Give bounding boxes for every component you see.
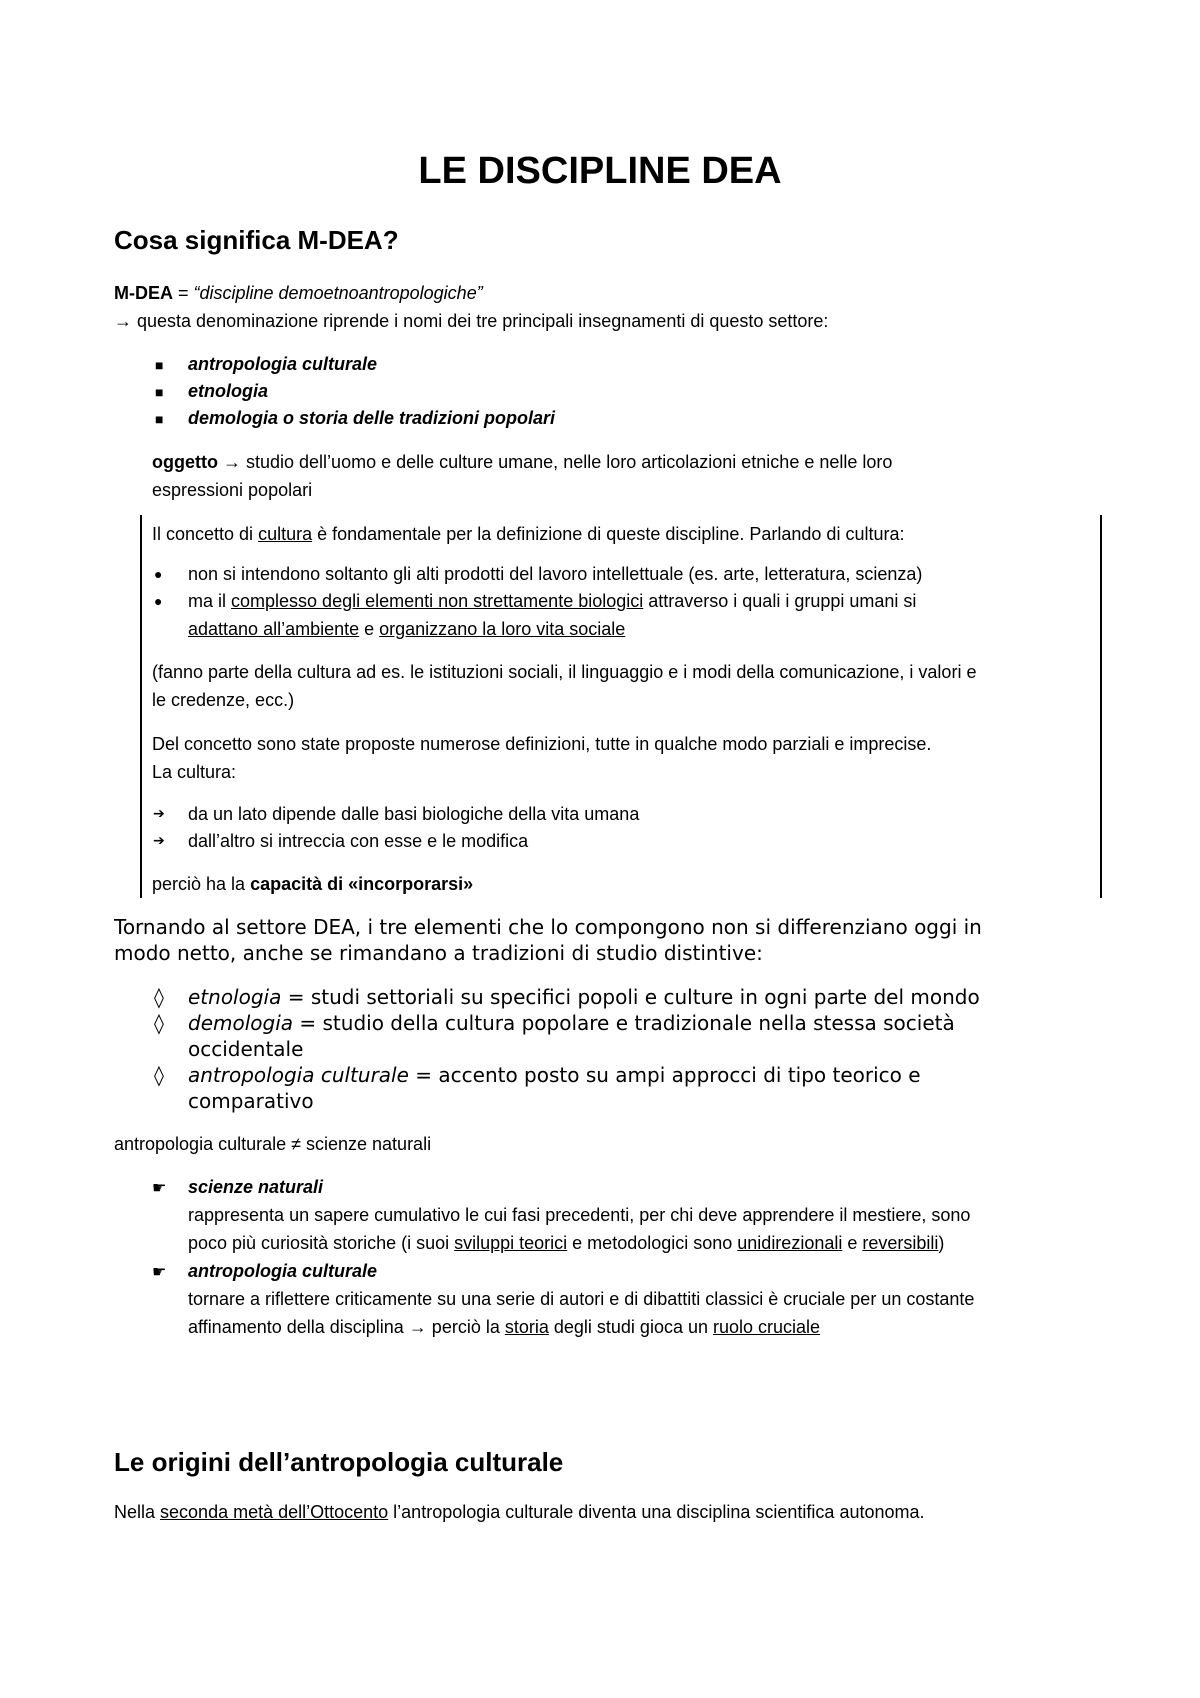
sub-item-title: scienze naturali	[188, 1177, 324, 1197]
definition-term: M-DEA	[114, 283, 173, 303]
definition-value: “discipline demoetnoantropologiche”	[193, 283, 483, 303]
box-paragraph-cont: La cultura:	[152, 762, 237, 782]
box-paragraph: Del concetto sono state proposte numerose definizioni, tutte in qualche modo parziali e imprecise.	[152, 734, 932, 754]
settore-paragraph-cont: modo netto, anche se rimandano a tradizioni di studio distintive:	[114, 941, 763, 965]
text: affinamento della disciplina → perciò la	[188, 1317, 505, 1337]
box-arrow-item: da un lato dipende dalle basi biologiche della vita umana	[188, 804, 640, 824]
sub-item-text: rappresenta un sapere cumulativo le cui fasi precedenti, per chi deve apprendere il mestiere, sono	[188, 1205, 971, 1225]
square-bullet-icon: ■	[155, 357, 164, 373]
section-heading-origini: Le origini dell’antropologia culturale	[114, 1447, 564, 1477]
list-item: antropologia culturale	[188, 354, 378, 374]
underlined-text: storia	[504, 1317, 549, 1337]
oggetto-text: studio dell’uomo e delle culture umane, nelle loro articolazioni etniche e nelle loro	[246, 452, 893, 472]
underlined-text: complesso degli elementi non strettamente biologici	[231, 591, 644, 611]
oggetto-text-cont: espressioni popolari	[152, 480, 313, 500]
page-title: LE DISCIPLINE DEA	[418, 150, 782, 192]
text: Nella	[114, 1502, 161, 1522]
box-paragraph	[152, 524, 904, 545]
box-bullet-item-cont	[188, 619, 625, 640]
bullet-dot-icon: ●	[154, 593, 163, 609]
text: l’antropologia culturale diventa una disciplina scientifica autonoma.	[388, 1502, 925, 1522]
arrow-bullet-icon: ➔	[153, 832, 165, 848]
underlined-text: adattano all’ambiente	[188, 619, 360, 639]
diamond-item	[188, 985, 980, 1009]
text: e	[842, 1233, 863, 1253]
bold-text: capacità di «incorporarsi»	[250, 874, 474, 894]
text: = accento posto su ampi approcci di tipo teorico e	[408, 1063, 921, 1087]
settore-paragraph: Tornando al settore DEA, i tre elementi che lo compongono non si differenziano oggi in	[114, 915, 982, 939]
square-bullet-icon: ■	[155, 384, 164, 400]
italic-term: etnologia	[188, 985, 282, 1009]
sub-item-text-cont	[188, 1233, 944, 1254]
underlined-text: seconda metà dell’Ottocento	[160, 1502, 389, 1522]
list-item: demologia o storia delle tradizioni popolari	[188, 408, 556, 428]
box-paragraph-cont: le credenze, ecc.)	[152, 690, 295, 710]
diamond-item-cont: occidentale	[188, 1037, 304, 1061]
text: degli studi gioca un	[548, 1317, 713, 1337]
square-bullet-icon: ■	[155, 411, 164, 427]
text: è fondamentale per la definizione di queste discipline. Parlando di cultura:	[312, 524, 905, 544]
diamond-bullet-icon: ◊	[154, 1011, 164, 1035]
text: ma il	[188, 591, 232, 611]
pointing-hand-icon: ☛	[152, 1180, 167, 1197]
comparison-line: antropologia culturale ≠ scienze naturali	[114, 1134, 432, 1154]
bullet-dot-icon: ●	[154, 566, 163, 582]
section-heading-mdea: Cosa significa M-DEA?	[114, 225, 399, 255]
text: )	[938, 1233, 945, 1253]
text: attraverso i quali i gruppi umani si	[643, 591, 917, 611]
underlined-text: reversibili	[862, 1233, 939, 1253]
arrow-bullet-icon: ➔	[153, 805, 165, 821]
arrow-icon: →	[217, 452, 246, 472]
origini-paragraph	[114, 1502, 925, 1523]
diamond-item	[188, 1063, 921, 1087]
box-arrow-item: dall’altro si intreccia con esse e le modifica	[188, 831, 529, 851]
underlined-text: ruolo cruciale	[712, 1317, 821, 1337]
box-bullet-item: non si intendono soltanto gli alti prodotti del lavoro intellettuale (es. arte, letteratura, scienza)	[188, 564, 923, 584]
pointing-hand-icon: ☛	[152, 1264, 167, 1281]
diamond-bullet-icon: ◊	[154, 1063, 164, 1087]
italic-term: antropologia culturale	[188, 1063, 409, 1087]
oggetto-line	[152, 452, 892, 473]
text: Il concetto di	[152, 524, 259, 544]
underlined-text: sviluppi teorici	[454, 1233, 568, 1253]
box-bullet-item	[188, 591, 916, 612]
list-item: etnologia	[188, 381, 268, 401]
denomination-line: → questa denominazione riprende i nomi dei tre principali insegnamenti di questo settore:	[114, 311, 829, 331]
text: perciò ha la	[152, 874, 251, 894]
underlined-text: unidirezionali	[737, 1233, 843, 1253]
underlined-text: organizzano la loro vita sociale	[379, 619, 626, 639]
text: = studio della cultura popolare e tradizionale nella stessa società	[293, 1011, 955, 1035]
text: e metodologici sono	[567, 1233, 738, 1253]
diamond-item-cont: comparativo	[188, 1089, 314, 1113]
box-paragraph: (fanno parte della cultura ad es. le istituzioni sociali, il linguaggio e i modi della comunicazione, i valori e	[152, 662, 977, 682]
definition-equals: =	[173, 283, 194, 303]
diamond-item	[188, 1011, 955, 1035]
oggetto-label: oggetto	[152, 452, 218, 472]
sub-item-text-cont	[188, 1317, 820, 1338]
text: = studi settoriali su specifici popoli e culture in ogni parte del mondo	[281, 985, 980, 1009]
italic-term: demologia	[188, 1011, 294, 1035]
definition-line	[114, 283, 483, 304]
text: poco più curiosità storiche (i suoi	[188, 1233, 455, 1253]
box-conclusion	[152, 874, 473, 895]
underlined-text: cultura	[258, 524, 313, 544]
sub-item-title: antropologia culturale	[188, 1261, 378, 1281]
sub-item-text: tornare a riflettere criticamente su una serie di autori e di dibattiti classici è cruciale per un costante	[188, 1289, 975, 1309]
text: e	[359, 619, 380, 639]
diamond-bullet-icon: ◊	[154, 985, 164, 1009]
